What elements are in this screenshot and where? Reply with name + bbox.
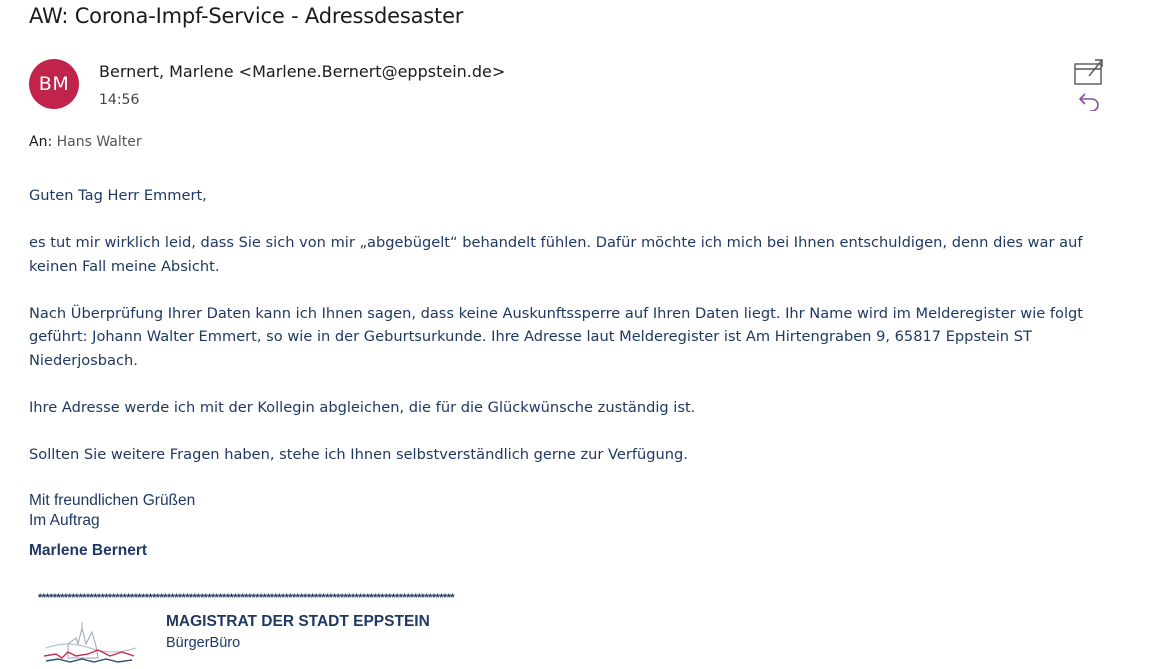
- email-subject: AW: Corona-Impf-Service - Adressdesaster: [29, 4, 464, 28]
- body-paragraph: Ihre Adresse werde ich mit der Kollegin abgleichen, die für die Glückwünsche zuständig ist.: [29, 398, 696, 416]
- organization-name: MAGISTRAT DER STADT EPPSTEIN: [166, 613, 430, 630]
- body-paragraph: Nach Überprüfung Ihrer Daten kann ich Ihnen sagen, dass keine Auskunftssperre auf Ihren Daten liegt. Ihr Name wird im Melderegister wie folgt geführt: Johann Walter Emmert, so wie in der Geburtsurkunde. Ihre Adresse laut Melderegister ist Am Hirtengraben 9, 65817 Eppstein ST Niederjosbach.: [29, 304, 1084, 369]
- sender-name[interactable]: Bernert, Marlene <Marlene.Bernert@eppstein.de>: [99, 62, 506, 81]
- email-time: 14:56: [99, 92, 140, 108]
- city-logo: [38, 618, 142, 665]
- to-label: An:: [29, 134, 53, 150]
- department-name: BürgerBüro: [166, 635, 241, 651]
- role-line: Im Auftrag: [29, 512, 100, 529]
- reply-icon[interactable]: [1078, 91, 1100, 111]
- body-paragraph: es tut mir wirklich leid, dass Sie sich von mir „abgebügelt“ behandelt fühlen. Dafür möchte ich mich bei Ihnen entschuldigen, denn dies war auf keinen Fall meine Absicht.: [29, 234, 1083, 275]
- greeting: Guten Tag Herr Emmert,: [29, 187, 207, 204]
- signature-name: Marlene Bernert: [29, 542, 148, 559]
- open-in-new-window-icon[interactable]: [1073, 58, 1104, 86]
- closing-line: Mit freundlichen Grüßen: [29, 492, 196, 509]
- signature-separator: *****************************************************************************************************************: [38, 592, 454, 604]
- recipient-name[interactable]: Hans Walter: [56, 134, 142, 150]
- email-body: [29, 184, 1119, 490]
- signature-closing: [29, 491, 195, 531]
- sender-avatar[interactable]: BM: [29, 59, 79, 109]
- recipient-line: [29, 134, 142, 150]
- body-paragraph: Sollten Sie weitere Fragen haben, stehe ich Ihnen selbstverständlich gerne zur Verfügung.: [29, 445, 688, 463]
